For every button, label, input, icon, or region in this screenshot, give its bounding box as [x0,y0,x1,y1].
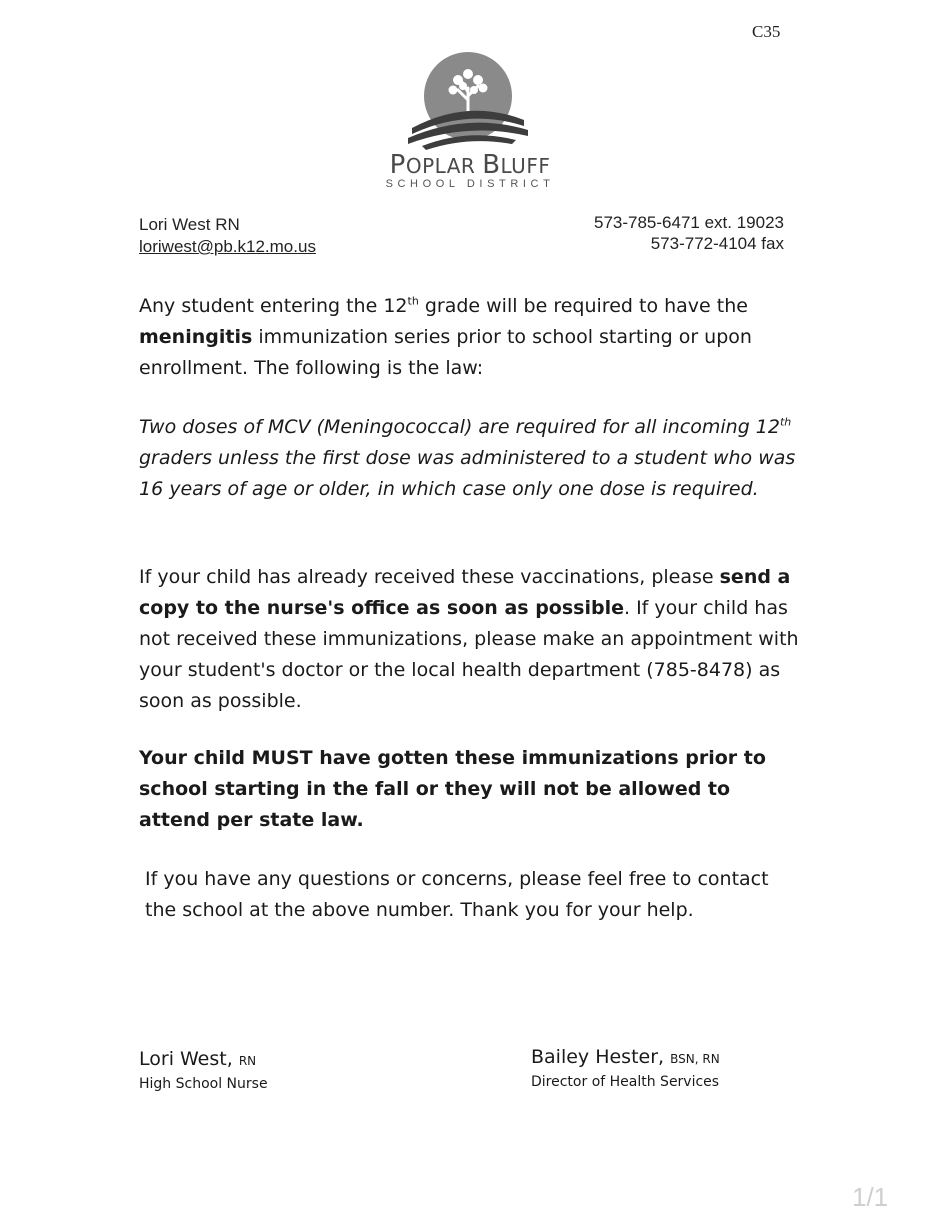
contact-block-left [139,214,316,258]
org-name-part-2: LUFF [500,154,551,178]
text-run: Any student entering the 12 [139,295,408,317]
paragraph-closing: If you have any questions or concerns, please feel free to contact the school at the above number. Thank you for your help. [145,868,769,921]
org-name-initial-1: P [389,150,406,180]
superscript: th [407,294,419,308]
contact-phone: 573-785-6471 ext. 19023 [594,213,784,232]
contact-email-link[interactable]: loriwest@pb.k12.mo.us [139,237,316,256]
paragraph-instructions [139,562,799,717]
tree-over-hills-logo-icon [408,50,528,150]
signer-name: Lori West, [139,1048,233,1070]
superscript: th [779,415,792,429]
paragraph-warning: Your child MUST have gotten these immunizations prior to school starting in the fall or they will not be allowed to attend per state law. [139,747,766,831]
org-name-initial-2: B [482,150,501,180]
text-run: Two doses of MCV (Meningococcal) are required for all incoming 12 [139,416,780,438]
org-subtitle: SCHOOL DISTRICT [385,178,555,190]
signer-credential: RN [238,1054,257,1068]
contact-name: Lori West RN [139,215,240,234]
contact-fax: 573-772-4104 fax [650,234,784,253]
org-name [370,150,570,181]
text-run: . If your child has not received these immunizations, please make an appointment with your student's doctor or the local health department (785-8478) as soon as possible. [139,597,799,712]
text-run: If your child has already received these vaccinations, please [139,566,720,588]
bold-instruction: send a copy to the nurse's office as soon as possible [139,566,791,619]
contact-block-right [594,212,784,254]
text-run: immunization series prior to school starting or upon enrollment. The following is the law: [139,326,752,379]
text-run: grade will be required to have the [418,295,748,317]
signature-left [139,1046,268,1094]
signer-name: Bailey Hester, [531,1046,665,1068]
org-name-part-1: OPLAR [405,154,483,178]
signature-right [531,1044,720,1092]
text-run: graders unless the first dose was administered to a student who was 16 years of age or older, in which case only one dose is required. [139,447,796,500]
page-indicator: 1/1 [852,1182,889,1212]
signer-role: High School Nurse [139,1076,268,1092]
paragraph-requirement [139,291,799,384]
bold-term: meningitis [139,326,253,348]
signer-credential: BSN, RN [670,1052,720,1066]
document-code: C35 [752,22,781,41]
signer-role: Director of Health Services [531,1074,720,1090]
paragraph-law [139,412,799,505]
